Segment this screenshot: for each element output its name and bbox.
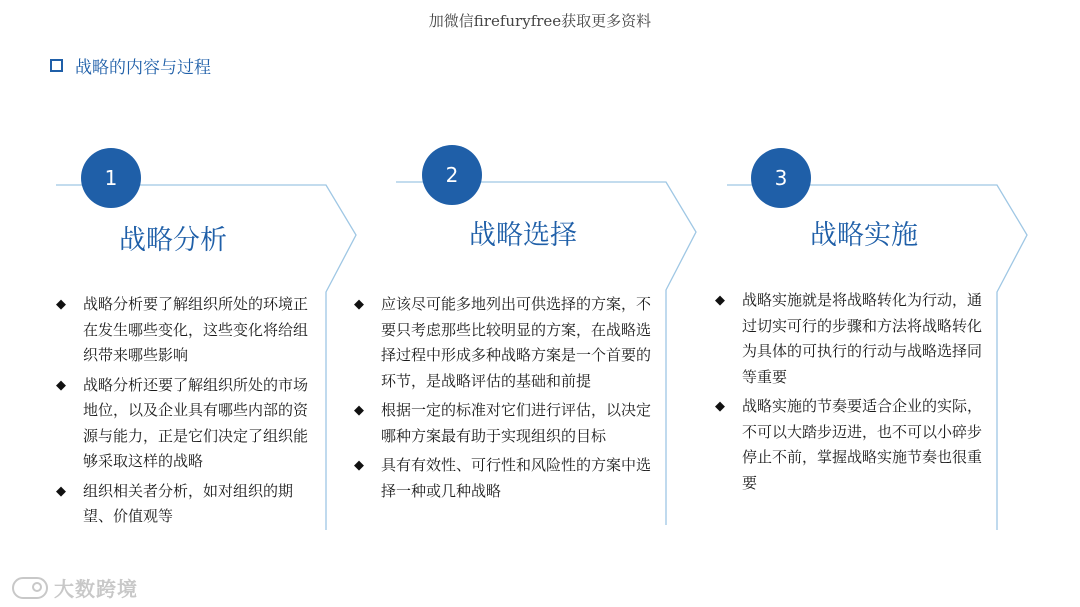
card-3-bullets [715,288,993,500]
diamond-bullet-icon: ◆ [56,377,66,393]
card-2-bullets [354,292,654,508]
step-number-3: 3 [751,148,811,208]
diamond-bullet-icon: ◆ [715,293,725,308]
watermark-logo-icon [12,577,48,599]
card-2-title: 战略选择 [469,220,577,251]
card-3-title: 战略实施 [810,220,918,251]
list-item: ◆ 根据一定的标准对它们进行评估，以决定哪种方案最有助于实现组织的目标 [354,398,654,449]
diamond-bullet-icon: ◆ [56,483,66,499]
list-item: ◆ 应该尽可能多地列出可供选择的方案，不要只考虑那些比较明显的方案，在战略选择过程中形成多种战略方案是一个首要的环节，是战略评估的基础和前提 [354,292,654,394]
diamond-bullet-icon: ◆ [56,297,66,312]
list-item: ◆ 战略分析还要了解组织所处的市场地位，以及企业具有哪些内部的资源与能力，正是它们决定了组织能够采取这样的战略 [56,373,308,475]
list-item: ◆ 具有有效性、可行性和风险性的方案中选择一种或几种战略 [354,453,654,504]
card-1-title: 战略分析 [119,225,227,256]
list-item: ◆ 组织相关者分析，如对组织的期望、价值观等 [56,479,308,530]
top-banner: 加微信firefuryfree获取更多资料 [428,12,652,30]
step-number-1: 1 [81,148,141,208]
list-item: ◆ 战略实施就是将战略转化为行动，通过切实可行的步骤和方法将战略转化为具体的可执行的行动与战略选择同等重要 [715,288,993,390]
step-number-2: 2 [422,145,482,205]
card-1-bullets [56,292,308,534]
section-title: 战略的内容与过程 [75,58,211,78]
diamond-bullet-icon: ◆ [715,399,725,414]
diamond-bullet-icon: ◆ [354,403,364,418]
diamond-bullet-icon: ◆ [354,297,364,312]
diamond-bullet-icon: ◆ [354,458,364,473]
list-item: ◆ 战略分析要了解组织所处的环境正在发生哪些变化，这些变化将给组织带来哪些影响 [56,292,308,369]
watermark-text: 大数跨境 [54,577,138,601]
list-item: ◆ 战略实施的节奏要适合企业的实际，不可以大踏步迈进，也不可以小碎步停止不前，掌握战略实施节奏也很重要 [715,394,993,496]
watermark [12,573,138,602]
